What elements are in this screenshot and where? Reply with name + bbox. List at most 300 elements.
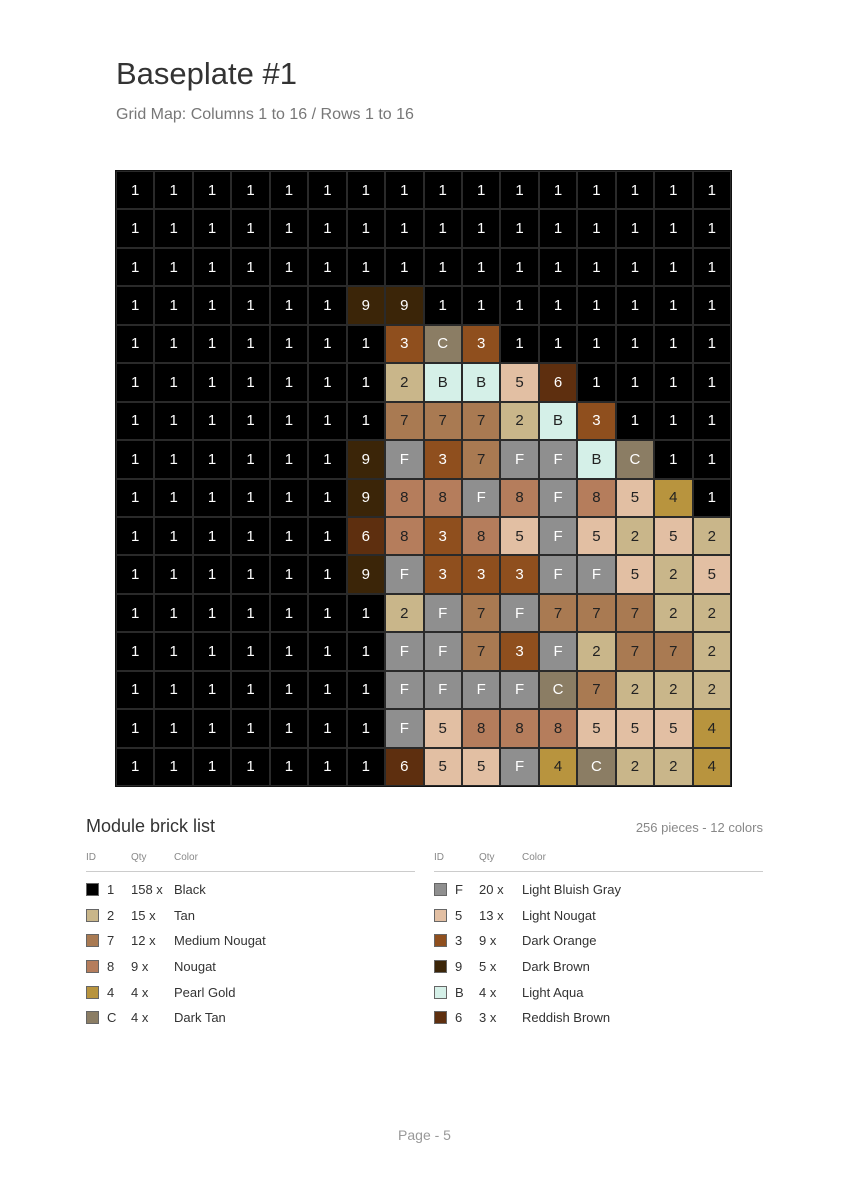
grid-cell: 7: [577, 594, 615, 632]
grid-cell: 1: [500, 248, 538, 286]
grid-cell: 1: [270, 632, 308, 670]
header-qty: Qty: [479, 852, 495, 863]
brick-list-item: [434, 928, 763, 954]
grid-cell: 1: [231, 286, 269, 324]
grid-cell: 2: [693, 632, 731, 670]
grid-cell: 5: [462, 748, 500, 786]
grid-cell: 1: [347, 209, 385, 247]
grid-cell: 1: [116, 517, 154, 555]
brick-id-cell: [86, 1010, 131, 1025]
grid-cell: 7: [654, 632, 692, 670]
grid-cell: 9: [347, 479, 385, 517]
grid-cell: 1: [693, 479, 731, 517]
grid-cell: 1: [308, 517, 346, 555]
color-swatch: [434, 986, 447, 999]
grid-cell: B: [577, 440, 615, 478]
color-swatch: [86, 934, 99, 947]
grid-cell: 1: [308, 594, 346, 632]
grid-cell: 1: [616, 402, 654, 440]
grid-cell: 1: [500, 325, 538, 363]
brick-color-name: Nougat: [174, 959, 216, 975]
brick-list-title: Module brick list: [86, 816, 216, 836]
grid-cell: 1: [539, 286, 577, 324]
grid-cell: 1: [231, 363, 269, 401]
grid-cell: C: [577, 748, 615, 786]
grid-cell: 1: [654, 402, 692, 440]
color-swatch: [86, 1011, 99, 1024]
brick-list-item: [86, 928, 415, 954]
grid-cell: 7: [385, 402, 423, 440]
grid-cell: 1: [193, 594, 231, 632]
grid-cell: 8: [462, 709, 500, 747]
grid-cell: 2: [616, 748, 654, 786]
brick-color-name: Pearl Gold: [174, 984, 236, 1000]
grid-cell: 1: [154, 517, 192, 555]
grid-cell: 1: [116, 248, 154, 286]
grid-cell: B: [539, 402, 577, 440]
grid-cell: 1: [693, 248, 731, 286]
grid-cell: 1: [193, 440, 231, 478]
grid-cell: 1: [116, 632, 154, 670]
grid-cell: 1: [347, 709, 385, 747]
brick-id-cell: [434, 959, 479, 974]
grid-cell: F: [500, 748, 538, 786]
grid-cell: 1: [347, 671, 385, 709]
brick-qty: 9 x: [131, 959, 149, 975]
brick-color-name: Dark Orange: [522, 933, 597, 949]
grid-cell: 1: [116, 171, 154, 209]
grid-cell: 9: [347, 440, 385, 478]
grid-cell: 7: [616, 594, 654, 632]
grid-cell: 1: [154, 325, 192, 363]
brick-color-name: Dark Brown: [522, 959, 590, 975]
grid-cell: 1: [654, 286, 692, 324]
grid-cell: 1: [193, 325, 231, 363]
color-swatch: [86, 986, 99, 999]
grid-cell: 1: [154, 363, 192, 401]
grid-cell: 1: [270, 248, 308, 286]
grid-cell: 1: [270, 171, 308, 209]
grid-cell: 1: [154, 402, 192, 440]
grid-cell: 4: [654, 479, 692, 517]
grid-cell: F: [539, 479, 577, 517]
grid-cell: 1: [616, 325, 654, 363]
brick-id-cell: [86, 908, 131, 923]
grid-cell: 1: [154, 709, 192, 747]
baseplate-grid-map: [115, 170, 732, 787]
grid-cell: 1: [308, 555, 346, 593]
grid-cell: 3: [500, 632, 538, 670]
grid-cell: C: [424, 325, 462, 363]
grid-cell: 1: [616, 209, 654, 247]
grid-cell: 1: [270, 594, 308, 632]
grid-cell: 1: [693, 209, 731, 247]
grid-cell: 5: [654, 709, 692, 747]
brick-list-item: [86, 1005, 415, 1031]
grid-cell: 1: [154, 555, 192, 593]
grid-cell: 1: [231, 632, 269, 670]
grid-cell: B: [424, 363, 462, 401]
brick-id: 9: [455, 959, 463, 975]
grid-cell: 1: [231, 402, 269, 440]
grid-cell: 1: [308, 479, 346, 517]
brick-qty: 15 x: [131, 907, 156, 923]
grid-cell: 1: [231, 440, 269, 478]
grid-cell: 3: [424, 555, 462, 593]
grid-cell: F: [462, 671, 500, 709]
grid-cell: F: [385, 440, 423, 478]
grid-cell: 1: [116, 209, 154, 247]
brick-id: 7: [107, 933, 115, 949]
brick-qty: 20 x: [479, 882, 504, 898]
grid-cell: 8: [462, 517, 500, 555]
grid-cell: 1: [116, 440, 154, 478]
grid-cell: F: [424, 671, 462, 709]
grid-cell: 1: [116, 671, 154, 709]
color-swatch: [434, 960, 447, 973]
grid-cell: F: [462, 479, 500, 517]
grid-cell: 8: [385, 479, 423, 517]
grid-cell: 5: [616, 479, 654, 517]
grid-cell: 1: [539, 325, 577, 363]
brick-color-name: Light Bluish Gray: [522, 882, 621, 898]
brick-qty: 4 x: [479, 984, 497, 1000]
grid-cell: 1: [308, 209, 346, 247]
grid-cell: 7: [577, 671, 615, 709]
grid-cell: 1: [577, 248, 615, 286]
brick-color-name: Reddish Brown: [522, 1010, 611, 1026]
grid-cell: 1: [308, 286, 346, 324]
grid-cell: 1: [347, 594, 385, 632]
grid-cell: B: [462, 363, 500, 401]
grid-cell: 1: [308, 402, 346, 440]
grid-cell: 1: [154, 171, 192, 209]
grid-cell: F: [539, 555, 577, 593]
grid-cell: 3: [385, 325, 423, 363]
grid-cell: 1: [577, 209, 615, 247]
grid-cell: 1: [693, 440, 731, 478]
color-swatch: [434, 909, 447, 922]
brick-qty: 4 x: [131, 1010, 149, 1026]
grid-cell: 1: [616, 286, 654, 324]
grid-cell: 1: [193, 748, 231, 786]
grid-cell: 1: [500, 209, 538, 247]
grid-cell: 1: [193, 209, 231, 247]
grid-cell: 1: [154, 440, 192, 478]
grid-cell: 1: [231, 748, 269, 786]
grid-cell: 1: [154, 594, 192, 632]
brick-list-item: [434, 877, 763, 903]
grid-cell: F: [424, 594, 462, 632]
grid-cell: 1: [116, 325, 154, 363]
color-swatch: [86, 883, 99, 896]
grid-cell: 1: [193, 671, 231, 709]
grid-cell: 1: [231, 555, 269, 593]
grid-cell: 1: [116, 286, 154, 324]
brick-list-item: [434, 954, 763, 980]
grid-cell: 1: [539, 209, 577, 247]
brick-color-name: Black: [174, 882, 206, 898]
brick-id: 5: [455, 907, 463, 923]
grid-cell: 6: [539, 363, 577, 401]
grid-cell: 3: [462, 325, 500, 363]
grid-cell: 1: [385, 209, 423, 247]
color-swatch: [434, 883, 447, 896]
grid-cell: 7: [616, 632, 654, 670]
brick-list-item: [434, 979, 763, 1005]
grid-cell: 2: [693, 594, 731, 632]
grid-cell: 1: [231, 671, 269, 709]
brick-id: F: [455, 882, 463, 898]
grid-cell: 1: [308, 632, 346, 670]
grid-cell: 1: [154, 209, 192, 247]
grid-cell: 5: [424, 709, 462, 747]
grid-cell: 1: [347, 248, 385, 286]
grid-cell: F: [385, 632, 423, 670]
grid-cell: 1: [193, 171, 231, 209]
grid-cell: 1: [385, 248, 423, 286]
grid-cell: 1: [193, 363, 231, 401]
grid-cell: 1: [616, 171, 654, 209]
grid-cell: 1: [347, 363, 385, 401]
grid-cell: 1: [385, 171, 423, 209]
grid-cell: 1: [424, 286, 462, 324]
brick-list-rows-right: [434, 872, 763, 1031]
grid-cell: 7: [462, 632, 500, 670]
grid-cell: 1: [308, 248, 346, 286]
grid-cell: 5: [616, 555, 654, 593]
grid-cell: 9: [385, 286, 423, 324]
grid-cell: 8: [539, 709, 577, 747]
grid-cell: 1: [231, 248, 269, 286]
brick-qty: 4 x: [131, 984, 149, 1000]
grid-cell: 2: [385, 594, 423, 632]
grid-cell: 1: [462, 171, 500, 209]
grid-cell: 1: [154, 286, 192, 324]
grid-cell: 1: [308, 325, 346, 363]
grid-cell: 1: [270, 440, 308, 478]
brick-id-cell: [86, 882, 131, 897]
grid-cell: 1: [539, 248, 577, 286]
grid-cell: 1: [654, 209, 692, 247]
brick-list-item: [434, 1005, 763, 1031]
grid-cell: 1: [693, 286, 731, 324]
grid-cell: 1: [270, 517, 308, 555]
brick-id: 8: [107, 959, 115, 975]
grid-cell: 7: [462, 440, 500, 478]
page-title: Baseplate #1: [116, 56, 297, 91]
color-swatch: [86, 960, 99, 973]
grid-cell: 1: [270, 479, 308, 517]
grid-cell: 5: [577, 517, 615, 555]
grid-cell: 6: [385, 748, 423, 786]
page-subtitle: Grid Map: Columns 1 to 16 / Rows 1 to 16: [116, 106, 414, 123]
grid-cell: 2: [693, 671, 731, 709]
grid-cell: 1: [693, 402, 731, 440]
grid-cell: 1: [154, 479, 192, 517]
grid-cell: 1: [116, 709, 154, 747]
grid-cell: 2: [654, 594, 692, 632]
brick-list-item: [86, 979, 415, 1005]
grid-cell: 1: [116, 402, 154, 440]
grid-cell: 2: [616, 671, 654, 709]
grid-cell: 1: [116, 555, 154, 593]
page-number: Page - 5: [398, 1127, 451, 1143]
grid-cell: 1: [270, 209, 308, 247]
brick-id-cell: [434, 882, 479, 897]
grid-cell: 1: [193, 709, 231, 747]
grid-cell: F: [577, 555, 615, 593]
grid-cell: 8: [500, 709, 538, 747]
grid-cell: 1: [577, 286, 615, 324]
grid-cell: 1: [270, 363, 308, 401]
color-swatch: [434, 1011, 447, 1024]
grid-cell: 5: [424, 748, 462, 786]
grid-cell: 2: [500, 402, 538, 440]
color-swatch: [434, 934, 447, 947]
grid-cell: 1: [462, 286, 500, 324]
grid-cell: 1: [654, 363, 692, 401]
grid-cell: 1: [693, 363, 731, 401]
grid-cell: F: [539, 517, 577, 555]
brick-list-left-column: [86, 852, 415, 1031]
grid-cell: 1: [424, 248, 462, 286]
grid-cell: 1: [347, 402, 385, 440]
grid-cell: 1: [154, 748, 192, 786]
brick-id-cell: [434, 908, 479, 923]
grid-cell: 1: [308, 709, 346, 747]
grid-cell: 3: [424, 440, 462, 478]
grid-cell: 1: [231, 479, 269, 517]
grid-cell: 4: [539, 748, 577, 786]
grid-cell: 3: [577, 402, 615, 440]
brick-qty: 9 x: [479, 933, 497, 949]
grid-cell: 1: [154, 248, 192, 286]
brick-list-item: [86, 877, 415, 903]
grid-cell: 5: [654, 517, 692, 555]
grid-cell: 1: [116, 594, 154, 632]
grid-cell: 2: [577, 632, 615, 670]
brick-id-cell: [86, 933, 131, 948]
grid-cell: 1: [193, 479, 231, 517]
grid-cell: 9: [347, 555, 385, 593]
grid-cell: 1: [193, 402, 231, 440]
grid-cell: 1: [577, 363, 615, 401]
brick-list-header: [434, 852, 763, 872]
grid-cell: 7: [462, 594, 500, 632]
brick-qty: 3 x: [479, 1010, 497, 1026]
grid-cell: 3: [462, 555, 500, 593]
grid-cell: 1: [654, 325, 692, 363]
grid-cell: 1: [616, 363, 654, 401]
grid-cell: F: [539, 440, 577, 478]
grid-cell: 6: [347, 517, 385, 555]
grid-cell: 1: [154, 632, 192, 670]
grid-cell: 1: [193, 286, 231, 324]
grid-cell: 8: [424, 479, 462, 517]
grid-cell: 1: [308, 171, 346, 209]
grid-cell: 5: [500, 517, 538, 555]
brick-id: 2: [107, 907, 115, 923]
grid-cell: 1: [424, 171, 462, 209]
grid-cell: 2: [693, 517, 731, 555]
grid-cell: 1: [231, 171, 269, 209]
brick-color-name: Tan: [174, 907, 195, 923]
grid-cell: 2: [616, 517, 654, 555]
brick-qty: 5 x: [479, 959, 497, 975]
header-color: Color: [522, 852, 546, 863]
grid-cell: 5: [616, 709, 654, 747]
grid-cell: 3: [500, 555, 538, 593]
grid-cell: 1: [231, 709, 269, 747]
brick-id: 1: [107, 882, 115, 898]
grid-cell: 7: [424, 402, 462, 440]
brick-id: 3: [455, 933, 463, 949]
grid-cell: 2: [385, 363, 423, 401]
grid-cell: 8: [577, 479, 615, 517]
grid-cell: 2: [654, 555, 692, 593]
grid-cell: 1: [347, 632, 385, 670]
grid-cell: 1: [193, 555, 231, 593]
grid-cell: 1: [270, 325, 308, 363]
grid-cell: 1: [193, 517, 231, 555]
grid-cell: 1: [308, 748, 346, 786]
grid-cell: F: [424, 632, 462, 670]
grid-cell: 8: [385, 517, 423, 555]
grid-cell: 1: [500, 171, 538, 209]
brick-list-item: [86, 903, 415, 929]
brick-color-name: Dark Tan: [174, 1010, 226, 1026]
grid-cell: 4: [693, 748, 731, 786]
grid-cell: 5: [693, 555, 731, 593]
grid-cell: 1: [654, 171, 692, 209]
grid-cell: 1: [462, 248, 500, 286]
grid-cell: F: [500, 671, 538, 709]
grid-cell: 4: [693, 709, 731, 747]
grid-cell: C: [616, 440, 654, 478]
grid-cell: 7: [539, 594, 577, 632]
grid-cell: 3: [424, 517, 462, 555]
grid-cell: F: [385, 671, 423, 709]
grid-cell: 1: [654, 440, 692, 478]
grid-cell: F: [385, 709, 423, 747]
header-qty: Qty: [131, 852, 147, 863]
grid-cell: 1: [347, 748, 385, 786]
grid-cell: 1: [539, 171, 577, 209]
grid-cell: 1: [347, 171, 385, 209]
grid-cell: 1: [308, 440, 346, 478]
brick-qty: 12 x: [131, 933, 156, 949]
brick-id: C: [107, 1010, 117, 1026]
brick-id: 6: [455, 1010, 463, 1026]
brick-list-header: [86, 852, 415, 872]
grid-cell: F: [385, 555, 423, 593]
grid-cell: 1: [577, 171, 615, 209]
grid-cell: 1: [616, 248, 654, 286]
grid-cell: 1: [308, 671, 346, 709]
brick-list-item: [434, 903, 763, 929]
brick-list-item: [86, 954, 415, 980]
color-swatch: [86, 909, 99, 922]
grid-cell: 1: [231, 594, 269, 632]
brick-id-cell: [434, 985, 479, 1000]
grid-cell: C: [539, 671, 577, 709]
brick-color-name: Light Nougat: [522, 907, 596, 923]
grid-cell: 1: [116, 363, 154, 401]
grid-cell: 2: [654, 748, 692, 786]
brick-id: B: [455, 984, 464, 1000]
grid-cell: 1: [270, 402, 308, 440]
